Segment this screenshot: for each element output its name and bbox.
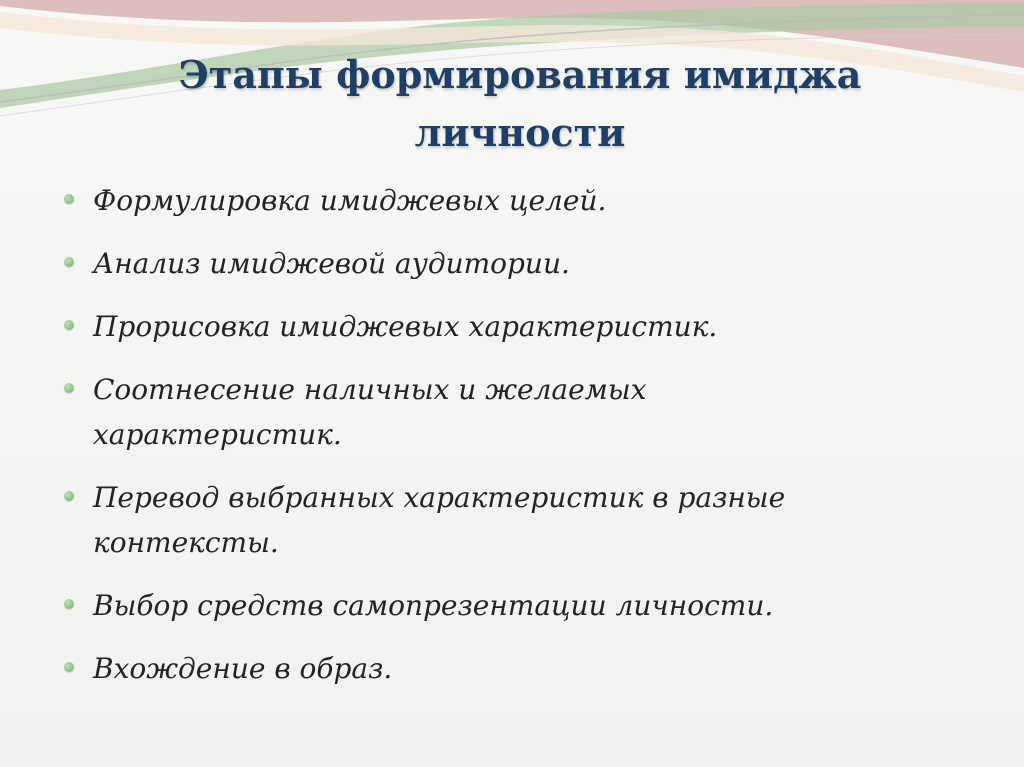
slide-title	[110, 46, 930, 162]
bullet-item	[60, 367, 970, 457]
bullet-list	[60, 178, 970, 709]
bullet-dot-icon	[64, 662, 74, 672]
bullet-dot-icon	[64, 599, 74, 609]
bullet-text: Формулировка имиджевых целей.	[93, 184, 607, 217]
bullet-text: Прорисовка имиджевых характеристик.	[93, 310, 718, 343]
bullet-text-line-1: Перевод выбранных характеристик в разные	[93, 481, 786, 514]
bullet-item	[60, 178, 970, 223]
bullet-item	[60, 646, 970, 691]
bullet-text: Анализ имиджевой аудитории.	[93, 247, 570, 280]
bullet-item	[60, 304, 970, 349]
title-line-1: Этапы формирования имиджа	[178, 52, 862, 97]
bullet-item	[60, 241, 970, 286]
bullet-item	[60, 583, 970, 628]
bullet-dot-icon	[64, 383, 74, 393]
title-line-2: личности	[414, 110, 626, 155]
bullet-dot-icon	[64, 194, 74, 204]
bullet-text: Вхождение в образ.	[93, 652, 393, 685]
bullet-dot-icon	[64, 257, 74, 267]
bullet-text-line-2: характеристик.	[93, 418, 342, 451]
bullet-text: Выбор средств самопрезентации личности.	[93, 589, 774, 622]
bullet-item	[60, 475, 970, 565]
bullet-dot-icon	[64, 320, 74, 330]
bullet-text-line-2: контексты.	[93, 526, 279, 559]
bullet-dot-icon	[64, 491, 74, 501]
bullet-text-line-1: Соотнесение наличных и желаемых	[93, 373, 647, 406]
